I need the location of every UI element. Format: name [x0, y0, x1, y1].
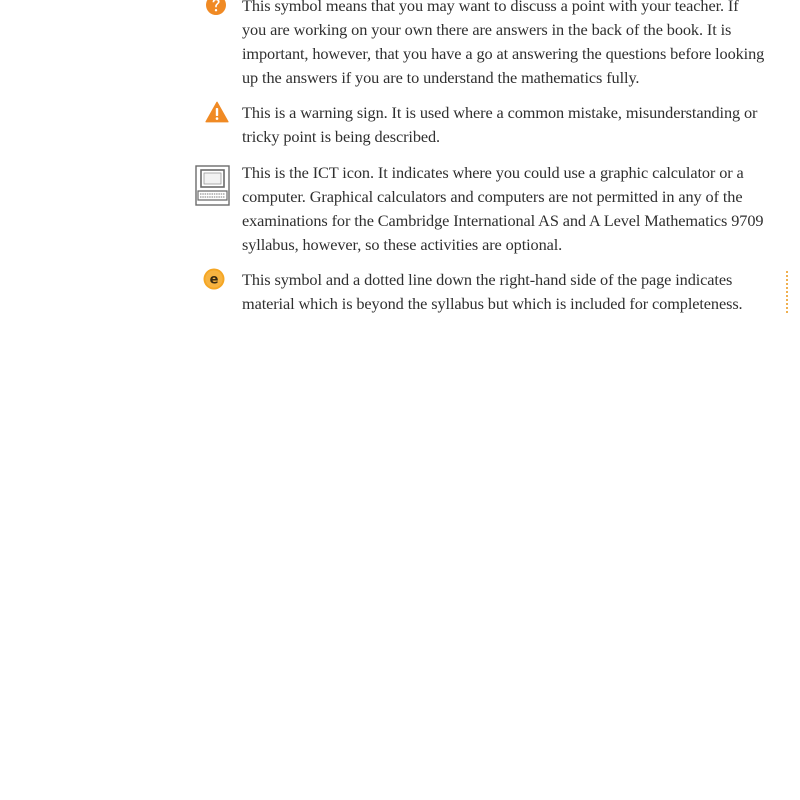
- text-line: This symbol and a dotted line down the right-hand side of the page indicates: [242, 270, 733, 289]
- text-line: examinations for the Cambridge International AS and A Level Mathematics 9709: [242, 211, 764, 230]
- text-line: tricky point is being described.: [242, 127, 441, 146]
- text-line: syllabus, however, so these activities are optional.: [242, 235, 563, 254]
- text-line: material which is beyond the syllabus but which is included for completeness.: [242, 294, 743, 313]
- extension-note-text: [242, 268, 787, 316]
- ict-computer-icon: [195, 165, 230, 206]
- discussion-note-text: [242, 0, 787, 90]
- text-line: you are working on your own there are answers in the back of the book. It is: [242, 20, 732, 39]
- warning-note-text: [242, 101, 787, 149]
- text-line: important, however, that you have a go at answering the questions before looking: [242, 44, 765, 63]
- text-line: This is a warning sign. It is used where a common mistake, misunderstanding or: [242, 103, 758, 122]
- question-icon: [205, 0, 227, 16]
- extension-dotted-margin-line: [786, 271, 788, 313]
- warning-icon: [205, 101, 229, 123]
- text-line: up the answers if you are to understand the mathematics fully.: [242, 68, 640, 87]
- text-line: This symbol means that you may want to discuss a point with your teacher. If: [242, 0, 739, 15]
- extension-e-icon: [203, 268, 225, 290]
- ict-note-text: [242, 161, 787, 257]
- extension-e-letter: e: [209, 272, 219, 288]
- text-line: This is the ICT icon. It indicates where you could use a graphic calculator or a: [242, 163, 744, 182]
- text-line: computer. Graphical calculators and computers are not permitted in any of the: [242, 187, 743, 206]
